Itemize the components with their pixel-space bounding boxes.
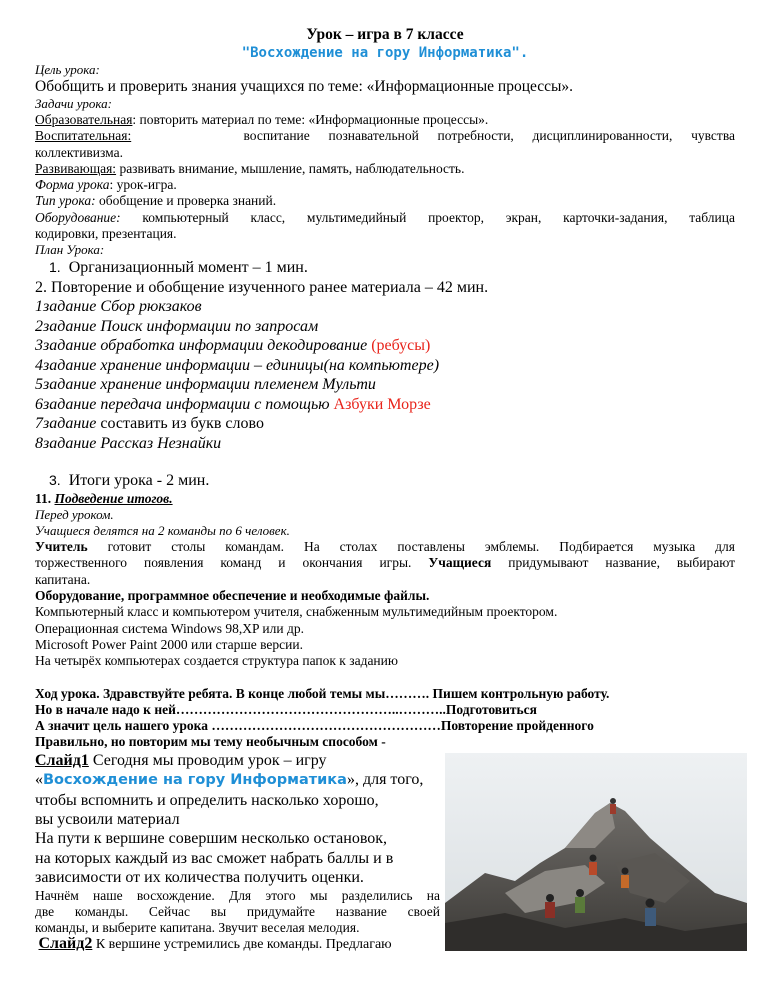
equip-line-2: Операционная система Windows 98,XP или др. [35, 620, 304, 636]
developing-text: развивать внимание, мышление, память, наблюдательность. [116, 160, 465, 176]
students-label: Учащиеся [428, 555, 492, 571]
plan-item-3-num: 3. [49, 472, 61, 489]
slide-section [35, 751, 735, 961]
course-line-1: Ход урока. Здравствуйте ребята. В конце любой темы мы………. Пишем контрольную работу. [35, 685, 610, 701]
educational-task [35, 112, 735, 128]
task-7-text: составить из букв слово [96, 415, 264, 433]
teacher-text-2a: торжественного появления команд и окончания игры. [35, 555, 429, 571]
start-line-1: Начнём наше восхождение. Для этого мы разделились на [35, 887, 440, 903]
lesson-equipment [35, 210, 735, 226]
slide1-line-3: чтобы вспомнить и определить насколько хорошо, [35, 791, 379, 809]
equipment-text: компьютерный класс, мультимедийный проектор, экран, карточки-задания, таблица [120, 209, 735, 225]
equipment-heading: Оборудование, программное обеспечение и необходимые файлы. [35, 588, 430, 604]
start-line-3: команды, и выберите капитана. Звучит веселая мелодия. [35, 920, 360, 936]
summary-label: Подведение итогов. [54, 490, 173, 506]
goal-label: Цель урока: [35, 62, 100, 77]
task-1: 1задание Сбор рюкзаков [35, 298, 202, 316]
mountain-climbers-photo [445, 753, 747, 951]
slide1-label: Слайд1 [35, 751, 89, 769]
teacher-text-1: готовит столы командам. На столах поставлены эмблемы. Подбирается музыка для [87, 539, 735, 555]
slide1-line-5: На пути к вершине совершим несколько остановок, [35, 830, 388, 848]
teacher-label: Учитель [35, 539, 88, 555]
slide2-text: К вершине устремились две команды. Предлагаю [92, 937, 392, 953]
tasks-label: Задачи урока: [35, 96, 112, 111]
equip-line-3: Microsoft Power Paint 2000 или старше версии. [35, 636, 303, 652]
before-lesson: Перед уроком. [35, 507, 114, 523]
slide1-line-7: зависимости от их количества получить оценки. [35, 869, 364, 887]
equip-line-1: Компьютерный класс и компьютером учителя, снабженным мультимедийным проектором. [35, 604, 558, 620]
climber [610, 798, 616, 814]
teacher-text-line-3: капитана. [35, 571, 91, 587]
equipment-text-cont: кодировки, презентация. [35, 226, 177, 242]
plan-item-1-text: Организационный момент – 1 мин. [68, 259, 308, 277]
task-2: 2задание Поиск информации по запросам [35, 317, 319, 335]
spacer [35, 670, 735, 686]
task-7-label: 7задание [35, 415, 97, 433]
climber [621, 867, 629, 888]
course-line-4: Правильно, но повторим мы тему необычным способом - [35, 734, 386, 750]
teacher-text [35, 539, 735, 555]
lesson-type [35, 193, 735, 209]
slide2-label: Слайд2 [38, 935, 93, 953]
slide1-quote-rest: », для того, [346, 771, 424, 789]
developing-task [35, 161, 735, 177]
climber [645, 898, 656, 926]
summary-num: 11. [35, 490, 55, 506]
task-8: 8задание Рассказ Незнайки [35, 434, 222, 452]
upbringing-text-cont: коллективизма. [35, 144, 123, 160]
teams-note: Учащиеся делятся на 2 команды по 6 человек. [35, 523, 290, 539]
equip-line-4: На четырёх компьютерах создается структура папок к заданию [35, 653, 398, 669]
slide1-line-4: вы усвоили материал [35, 810, 180, 828]
document-page [35, 26, 735, 961]
page-title: Урок – игра в 7 классе [306, 26, 464, 43]
teacher-text-line-2 [35, 555, 735, 571]
lesson-subtitle: "Восхождение на гору Информатика". [241, 45, 529, 61]
upbringing-text: воспитание познавательной потребности, дисциплинированности, чувства [243, 128, 736, 144]
task-3-text: 3задание обработка информации декодирование [35, 337, 372, 355]
developing-label: Развивающая: [35, 160, 117, 176]
type-label: Тип урока: [35, 193, 96, 209]
educational-text: : повторить материал по теме: «Информационные процессы». [132, 112, 489, 127]
educational-label: Образовательная [35, 112, 133, 127]
teacher-text-2b: придумывают название, выбирают [491, 555, 735, 571]
slide1-line-6: на которых каждый из вас сможет набрать баллы и в [35, 849, 394, 867]
climber [545, 894, 555, 918]
task-3-highlight: (ребусы) [371, 337, 431, 355]
start-line-2: две команды. Сейчас вы придумайте название своей [35, 903, 440, 919]
slide1-quote-open: « [35, 771, 43, 789]
type-text: обобщение и проверка знаний. [95, 193, 277, 209]
form-label: Форма урока [35, 177, 110, 193]
climber [589, 854, 597, 875]
equipment-label: Оборудование: [35, 209, 121, 225]
upbringing-task [35, 128, 735, 144]
task-6-highlight: Азбуки Морзе [333, 395, 431, 413]
task-4: 4задание хранение информации – единицы(на компьютере) [35, 356, 440, 374]
plan-item-1 [35, 258, 735, 278]
slide1-line-1 [35, 751, 440, 770]
climber [575, 889, 585, 913]
plan-item-3-text: Итоги урока - 2 мин. [68, 472, 210, 490]
task-6-text: 6задание передача информации с помощью [35, 395, 334, 413]
task-7 [35, 414, 735, 434]
upbringing-label: Воспитательная: [35, 128, 132, 144]
slide1-game-name: Восхождение на гору Информатика [43, 772, 347, 789]
course-line-3: А значит цель нашего урока ……………………………………………Повторение пройденного [35, 718, 594, 734]
plan-item-1-num: 1. [49, 259, 61, 276]
form-text: : урок-игра. [109, 177, 177, 193]
task-5: 5задание хранение информации племенем Мульти [35, 376, 376, 394]
goal-text: Обобщить и проверить знания учащихся по теме: «Информационные процессы». [35, 78, 574, 95]
plan-item-2: 2. Повторение и обобщение изученного ранее материала – 42 мин. [35, 278, 489, 296]
slide1-text-1: Сегодня мы проводим урок – игру [88, 751, 327, 769]
task-3 [35, 336, 735, 356]
slide2-line [35, 936, 440, 953]
spacer [35, 453, 735, 471]
task-6 [35, 395, 735, 415]
course-line-2: Но в начале надо к ней…………………………………………..………..Подготовиться [35, 701, 537, 717]
plan-item-3 [35, 471, 735, 491]
slide-text-block [35, 751, 440, 954]
plan-label: План Урока: [35, 242, 105, 258]
summary-heading [35, 491, 735, 507]
lesson-form [35, 177, 735, 193]
slide1-line-2 [35, 770, 440, 790]
